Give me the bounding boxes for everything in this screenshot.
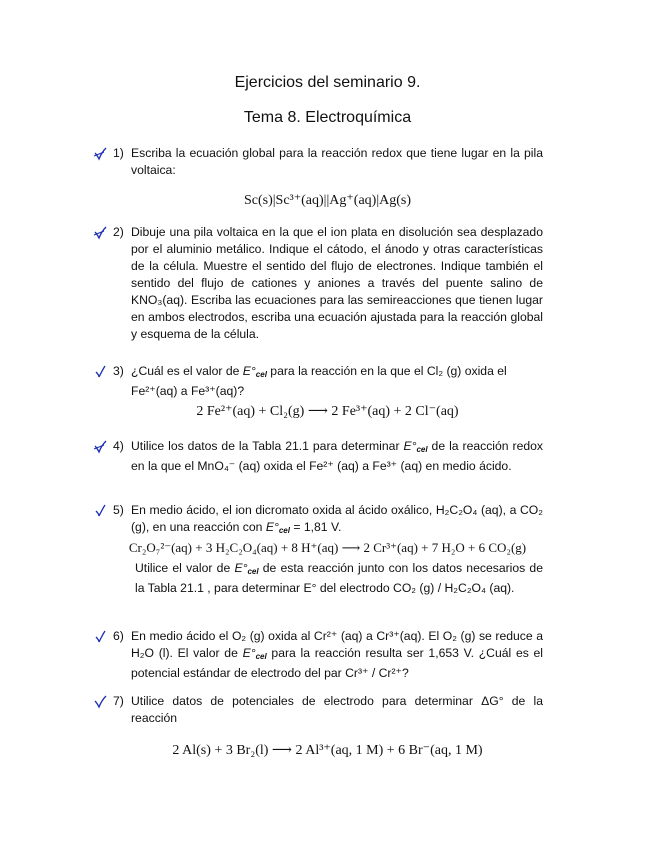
check-mark-icon <box>93 365 107 379</box>
check-mark-icon <box>93 226 107 240</box>
check-mark-icon <box>93 630 107 644</box>
question-number: 2) <box>113 225 124 239</box>
check-mark-icon <box>93 504 107 518</box>
page-subtitle: Tema 8. Electroquímica <box>243 109 412 126</box>
question-number: 7) <box>113 694 124 708</box>
question-text: Utilice los datos de la Tabla 21.1 para determinar $E^\circ_{cel}$ de la reacción redox en la que el MnO₄⁻ (aq) oxida el Fe²⁺ (aq) a Fe³⁺ (aq) en medio ácido. <box>131 439 544 473</box>
check-mark-icon <box>93 440 107 454</box>
question-number: 5) <box>113 503 124 517</box>
question-number: 4) <box>113 439 124 453</box>
question-number: 1) <box>113 146 124 160</box>
page-title: Ejercicios del seminario 9. <box>234 74 421 91</box>
question-equation: Cr₂O₇²⁻(aq) + 3 H₂C₂O₄(aq) + 8 H⁺(aq) ⟶ 2 Cr³⁺(aq) + 7 H₂O + 6 CO₂(g) <box>128 540 527 555</box>
question-equation: 2 Fe²⁺(aq) + Cl₂(g) ⟶ 2 Fe³⁺(aq) + 2 Cl⁻(aq) <box>196 404 459 419</box>
question-text: Dibuje una pila voltaica en la que el ion plata en disolución sea desplazado por el aluminio metálico. Indique el cátodo, el ánodo y otras características de la célula. Muestre el sentido del flujo de electrones. Indique también el sentido del flujo de cationes y aniones a través del puente salino de KNO₃(aq). Escriba las ecuaciones para las semireacciones que tienen lugar en ambos electrodos, escriba una ecuación ajustada para la reacción global y esquema de la célula. <box>131 225 543 341</box>
question-equation: Sc(s)|Sc³⁺(aq)||Ag⁺(aq)|Ag(s) <box>243 193 412 208</box>
question-text: Utilice datos de potenciales de electrodo para determinar ΔG° de la reacción <box>131 694 543 725</box>
question-equation: 2 Al(s) + 3 Br₂(l) ⟶ 2 Al³⁺(aq, 1 M) + 6 Br⁻(aq, 1 M) <box>172 743 483 758</box>
question-number: 6) <box>113 629 124 643</box>
check-mark-icon <box>93 147 107 161</box>
question-text: En medio ácido el O₂ (g) oxida al Cr²⁺ (aq) a Cr³⁺(aq). El O₂ (g) se reduce a H₂O (l). El valor de $E^\circ_{cel}$ para la reacción resulta ser 1,653 V. ¿Cuál es el potencial estándar de electrodo del par Cr³⁺ / Cr²⁺? <box>131 629 544 680</box>
question-text: En medio ácido, el ion dicromato oxida al ácido oxálico, H₂C₂O₄ (aq), a CO₂ (g), en una reacción con $E^\circ_{cel} = 1,81$ V. <box>131 503 543 535</box>
question-text: ¿Cuál es el valor de $E^\circ_{cel}$ para la reacción en la que el Cl₂ (g) oxida el Fe²⁺(aq) a Fe³⁺(aq)? <box>131 364 507 398</box>
question-text-continued: Utilice el valor de $E^\circ_{cel}$ de esta reacción junto con los datos necesarios de la Tabla 21.1 , para determinar E° del electrodo CO₂ (g) / H₂C₂O₄ (aq). <box>135 561 543 595</box>
question-text: Escriba la ecuación global para la reacción redox que tiene lugar en la pila voltaica: <box>131 146 543 177</box>
question-number: 3) <box>113 364 124 378</box>
check-mark-icon <box>93 695 107 709</box>
